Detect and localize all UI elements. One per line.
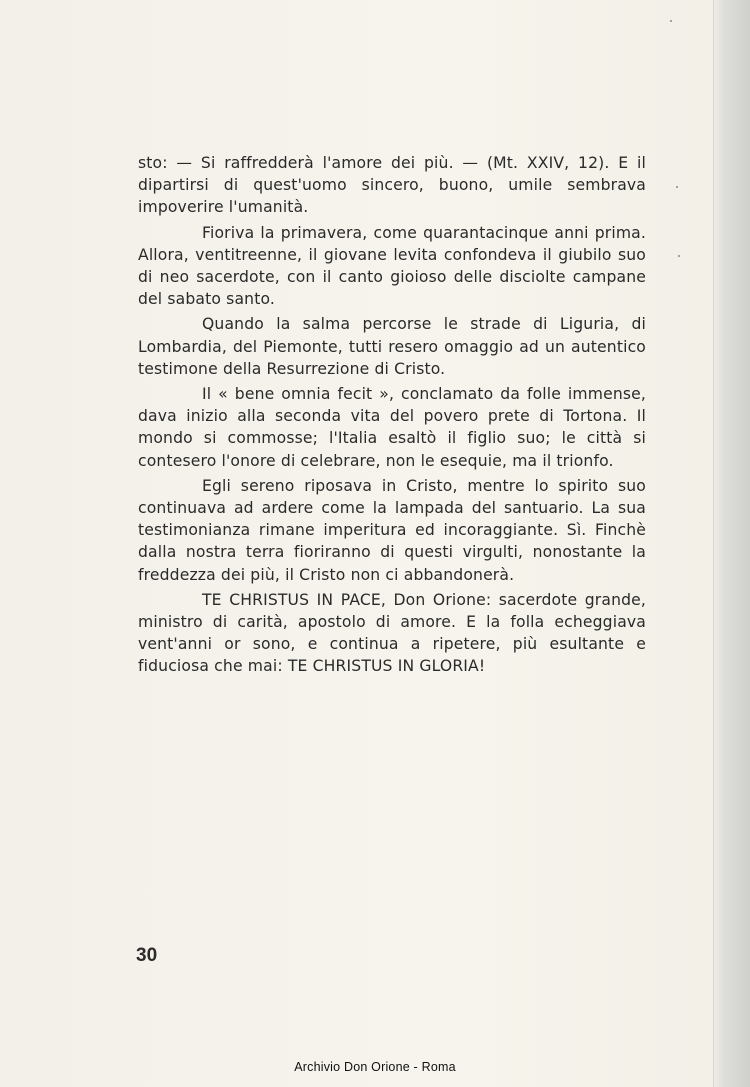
page-number: 30 bbox=[136, 945, 158, 966]
paragraph: Fioriva la primavera, come quarantacinque anni prima. Allora, ventitreenne, il giovane levita confondeva il giubilo suo di neo sacerdote, con il canto gioioso delle disciolte campane del sabato santo. bbox=[138, 223, 646, 309]
paragraph: Il « bene omnia fecit », conclamato da folle immense, dava inizio alla seconda vita del povero prete di Tortona. Il mondo si commosse; l'Italia esaltò il figlio suo; le città si contesero l'onore di celebrare, non le esequie, ma il trionfo. bbox=[138, 385, 646, 470]
paragraph: TE CHRISTUS IN PACE, Don Orione: sacerdote grande, ministro di carità, apostolo di amore. E la folla echeggiava vent'anni or sono, e continua a ripetere, più esultante e fiduciosa che mai: TE CHRISTUS IN GLORIA! bbox=[138, 590, 646, 676]
paragraph: Quando la salma percorse le strade di Liguria, di Lombardia, del Piemonte, tutti resero omaggio ad un autentico testimone della Resurrezione di Cristo. bbox=[138, 315, 646, 378]
paragraph: Egli sereno riposava in Cristo, mentre lo spirito suo continuava ad ardere come la lampada del santuario. La sua testimonianza rimane imperitura ed incoraggiante. Sì. Finchè dalla nostra terra fioriranno di questi virgulti, nonostante la freddezza dei più, il Cristo non ci abbandonerà. bbox=[138, 476, 646, 584]
scan-speck bbox=[676, 186, 678, 188]
archive-footer: Archivio Don Orione - Roma bbox=[294, 1060, 456, 1074]
scan-speck bbox=[678, 255, 680, 257]
paragraph: sto: — Si raffredderà l'amore dei più. — (Mt. XXIV, 12). E il dipartirsi di quest'uomo sincero, buono, umile sembrava impoverire l'umanità. bbox=[138, 154, 646, 217]
page-edge-shadow bbox=[714, 0, 750, 1087]
body-text bbox=[138, 152, 646, 681]
scan-speck bbox=[670, 20, 672, 22]
